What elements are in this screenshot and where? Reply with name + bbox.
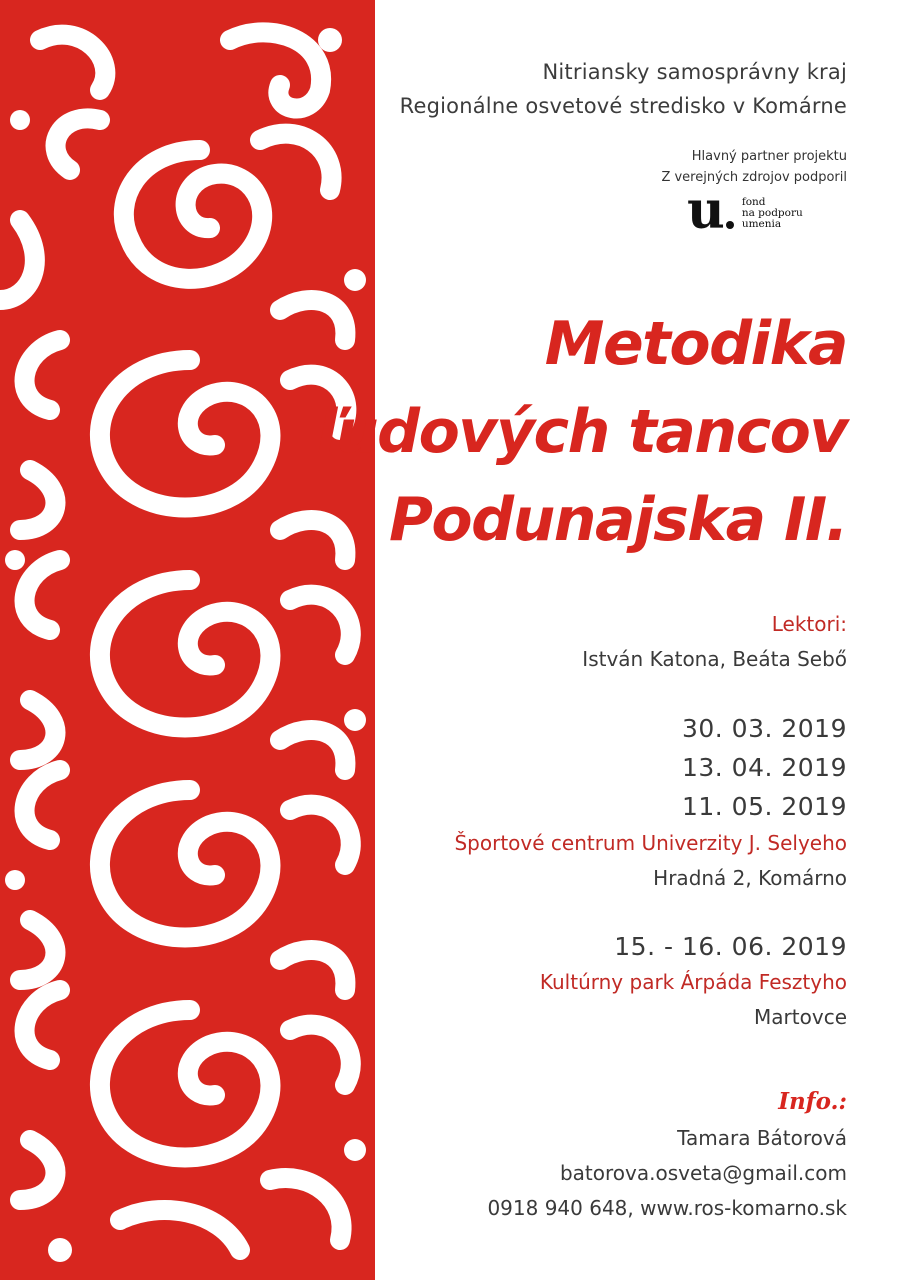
poster-title <box>317 300 847 564</box>
lecturers-label: Lektori: <box>771 612 847 636</box>
partner-label: Hlavný partner projektu <box>691 149 847 164</box>
support-label: Z verejných zdrojov podporil <box>661 170 847 185</box>
session2-venue: Kultúrny park Árpáda Fesztyho <box>539 970 847 994</box>
session1-date-3: 11. 05. 2019 <box>681 792 847 821</box>
title-line-1: Metodika <box>544 309 847 379</box>
contact-email: batorova.osveta@gmail.com <box>559 1161 847 1185</box>
lecturers-names: István Katona, Beáta Sebő <box>582 647 847 671</box>
session2-date: 15. - 16. 06. 2019 <box>614 932 847 961</box>
contact-phone-web: 0918 940 648, www.ros-komarno.sk <box>487 1196 847 1220</box>
session1-address: Hradná 2, Komárno <box>653 866 847 890</box>
fund-logo <box>687 180 822 241</box>
folk-ornament-pattern <box>0 0 375 1280</box>
session1-date-1: 30. 03. 2019 <box>681 714 847 743</box>
text-column <box>316 0 847 1280</box>
logo-dot <box>726 221 734 229</box>
logo-mark: u <box>687 180 725 241</box>
session1-date-2: 13. 04. 2019 <box>681 753 847 782</box>
logo-text: fond na podporu umenia <box>741 196 803 230</box>
session2-address: Martovce <box>754 1005 847 1029</box>
title-line-3: Podunajska II. <box>388 485 847 555</box>
session1-venue: Športové centrum Univerzity J. Selyeho <box>454 831 847 855</box>
title-line-2: ľudových tancov <box>316 397 847 467</box>
org-name-region: Nitriansky samosprávny kraj <box>542 60 847 84</box>
contact-name: Tamara Bátorová <box>677 1126 847 1150</box>
info-label: Info.: <box>778 1088 847 1115</box>
org-name-center: Regionálne osvetové stredisko v Komárne <box>399 94 847 118</box>
folk-ornament-panel <box>0 0 375 1280</box>
